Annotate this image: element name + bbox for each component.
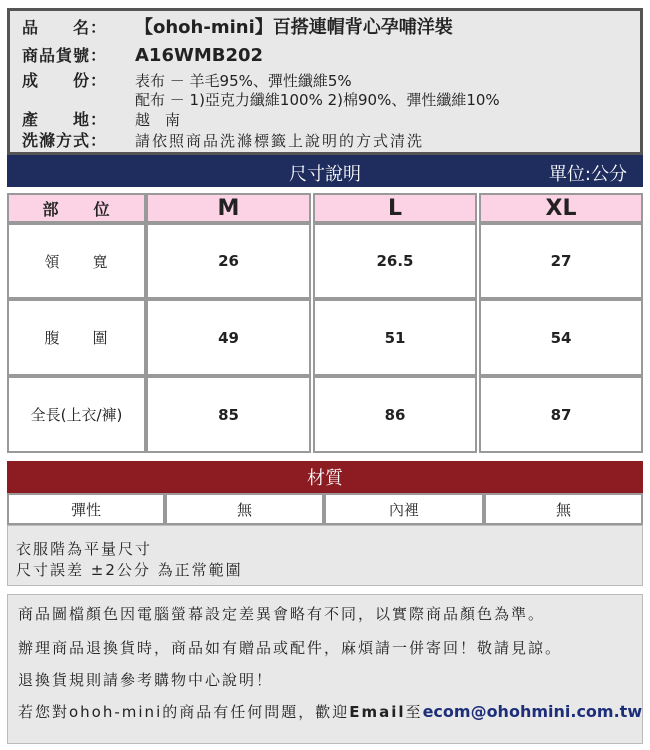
contact-to: 至 — [405, 703, 423, 721]
product-sku-value: A16WMB202 — [135, 45, 264, 66]
size-row-value: 49 — [146, 299, 311, 376]
material-cell-lining-value: 無 — [484, 493, 643, 525]
size-chart-title: 尺寸說明 — [289, 164, 361, 185]
size-row-part: 領 寬 — [7, 223, 146, 299]
contact-email-label: Email — [349, 703, 406, 721]
contact-email-address[interactable]: ecom@ohohmini.com.tw — [422, 702, 643, 721]
size-header-m: M — [146, 193, 311, 223]
composition-line2: 配布 － 1)亞克力纖維100% 2)棉90%、彈性纖維10% — [135, 91, 500, 109]
product-name-label: 品 名： — [22, 18, 108, 37]
size-row-value: 86 — [313, 376, 477, 453]
origin-value: 越 南 — [135, 111, 181, 129]
size-header-part: 部 位 — [7, 193, 146, 223]
material-cell-elastic-value: 無 — [165, 493, 324, 525]
note-line: 尺寸誤差 ±2公分 為正常範圍 — [16, 561, 243, 579]
size-header-xl: XL — [479, 193, 643, 223]
size-row-value: 27 — [479, 223, 643, 299]
composition-label: 成 份： — [22, 71, 108, 90]
size-row-value: 26 — [146, 223, 311, 299]
material-cell-lining-label: 內裡 — [324, 493, 484, 525]
measurement-notes — [7, 525, 643, 586]
origin-row — [22, 111, 180, 129]
product-name-row — [22, 19, 453, 37]
material-header-bar — [7, 461, 643, 493]
origin-label: 產 地： — [22, 110, 108, 129]
size-row-value: 85 — [146, 376, 311, 453]
footer-line-contact — [18, 701, 642, 722]
size-row-value: 87 — [479, 376, 643, 453]
size-row-value: 54 — [479, 299, 643, 376]
product-sku-row — [22, 47, 263, 65]
washing-value: 請依照商品洗滌標籤上說明的方式清洗 — [135, 132, 425, 150]
composition-row — [22, 72, 352, 90]
size-row-part: 全長(上衣/褲) — [7, 376, 146, 453]
product-info-panel — [7, 8, 643, 155]
size-row-value: 51 — [313, 299, 477, 376]
washing-label: 洗滌方式： — [22, 131, 108, 150]
material-cell-elastic-label: 彈性 — [7, 493, 165, 525]
product-sku-label: 商品貨號： — [22, 46, 108, 65]
product-name-value: 【ohoh-mini】百搭連帽背心孕哺洋裝 — [135, 17, 453, 38]
size-chart-header-bar — [7, 155, 643, 187]
footer-notice-panel — [7, 594, 643, 744]
size-row-value: 26.5 — [313, 223, 477, 299]
footer-line-return: 辦理商品退換貨時，商品如有贈品或配件，麻煩請一併寄回！敬請見諒。 — [18, 639, 563, 657]
size-header-l: L — [313, 193, 477, 223]
composition-line1: 表布 － 羊毛95%、彈性纖維5% — [135, 72, 352, 90]
composition-row-2 — [135, 91, 500, 109]
contact-prefix: 若您對ohoh-mini的商品有任何問題，歡迎 — [18, 703, 350, 721]
footer-line-rules: 退換貨規則請參考購物中心說明！ — [18, 671, 274, 689]
size-row-part: 腹 圍 — [7, 299, 146, 376]
footer-line-color: 商品圖檔顏色因電腦螢幕設定差異會略有不同，以實際商品顏色為準。 — [18, 605, 546, 623]
material-title: 材質 — [307, 468, 343, 489]
note-line: 衣服階為平量尺寸 — [16, 540, 153, 558]
washing-row — [22, 132, 424, 150]
size-chart-unit: 單位:公分 — [548, 164, 627, 185]
